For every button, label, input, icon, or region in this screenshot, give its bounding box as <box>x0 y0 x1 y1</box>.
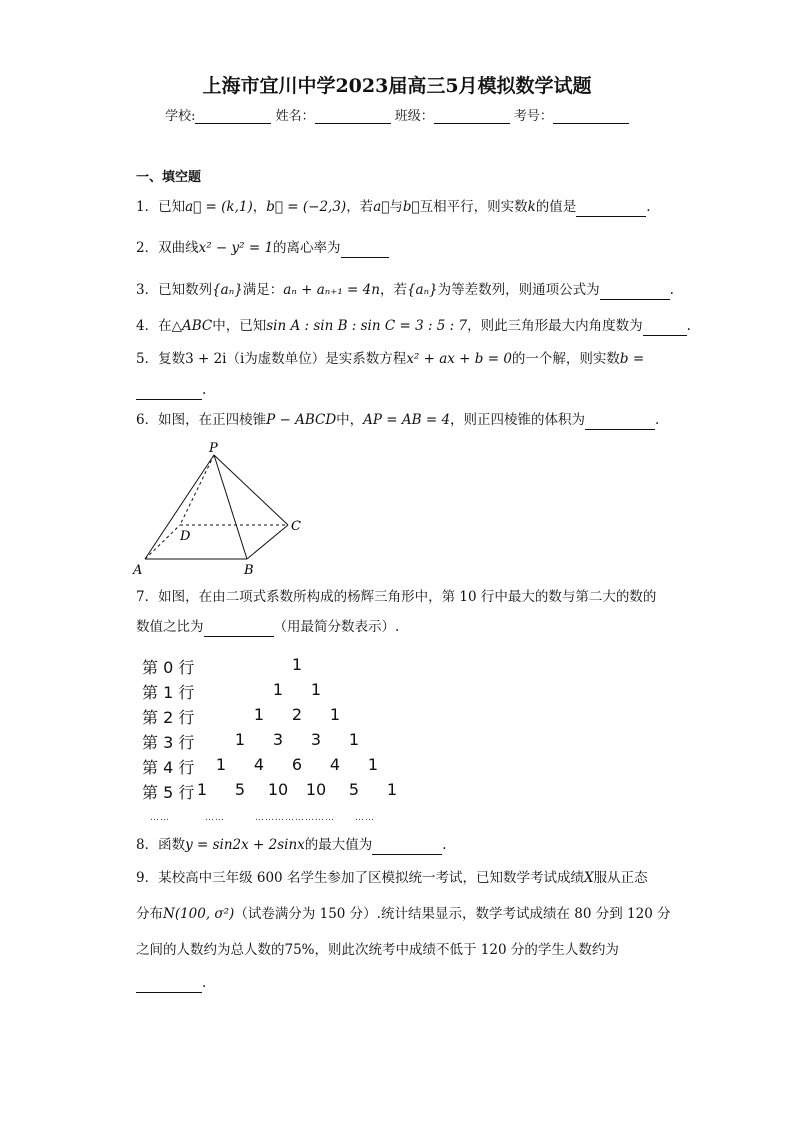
q1-vec-b-def: b⃗ = (−2,3) <box>266 199 347 215</box>
q6-edges: AP = AB = 4 <box>363 412 451 428</box>
q4-text-a: 4．在 <box>136 318 172 334</box>
q1-text-c: ，若 <box>346 199 374 215</box>
q4-end: . <box>686 318 691 334</box>
q1-vec-a: a⃗ <box>373 199 390 215</box>
question-7: 7．如图，在由二项式系数所构成的杨辉三角形中，第 10 行中最大的数与第二大的数的 <box>136 589 657 605</box>
q3-seq-2: {aₙ} <box>406 282 438 298</box>
section-fill-in: 一、填空题 <box>136 170 202 185</box>
q3-text-c: ，若 <box>379 282 407 298</box>
q7-answer-blank[interactable] <box>204 622 274 637</box>
q1-answer-blank[interactable] <box>576 202 646 217</box>
pascal-value: 1 <box>196 780 208 799</box>
q4-answer-blank[interactable] <box>643 321 687 336</box>
number-blank[interactable] <box>553 109 629 124</box>
q3-seq: {aₙ} <box>212 282 243 298</box>
pascal-value: 1 <box>272 680 284 699</box>
pascal-dots-4: …… <box>355 813 375 823</box>
class-label: 班级： <box>394 109 434 124</box>
q9-x: X <box>583 870 594 886</box>
q5-answer-blank[interactable] <box>136 385 202 400</box>
question-9-line-3: 之间的人数约为总人数的75%，则此次统考中成绩不低于 120 分的学生人数约为 <box>136 942 619 958</box>
question-5 <box>136 349 644 369</box>
q1-text-b: ， <box>252 199 267 215</box>
q5-text-c: 的一个解，则实数 <box>511 351 620 367</box>
q1-vec-a-def: a⃗ = (k,1) <box>185 199 253 215</box>
q1-text-e: 互相平行，则实数 <box>419 199 528 215</box>
class-blank[interactable] <box>434 109 510 124</box>
q1-text-a: 1．已知 <box>136 199 186 215</box>
pascal-value: 5 <box>234 780 246 799</box>
name-label: 姓名： <box>275 109 315 124</box>
q4-triangle: △ABC <box>171 318 213 334</box>
q4-text-b: 中，已知 <box>212 318 267 334</box>
q6-end: . <box>655 412 660 428</box>
pascal-value: 5 <box>348 780 360 799</box>
q3-text-a: 3．已知数列 <box>136 282 213 298</box>
question-7-line-2 <box>136 617 399 637</box>
pascal-value: 1 <box>348 730 360 749</box>
q6-text-a: 6．如图，在正四棱锥 <box>136 412 267 428</box>
q3-text-b: 满足： <box>242 282 284 298</box>
q2-answer-blank[interactable] <box>341 243 389 258</box>
pascal-row-label: 第 5 行 <box>142 783 195 802</box>
question-9-line-4 <box>136 973 206 993</box>
q5-complex: 3 + 2i <box>185 351 227 367</box>
pascal-value: 3 <box>272 730 284 749</box>
pascal-value: 1 <box>215 755 227 774</box>
q3-answer-blank[interactable] <box>600 285 670 300</box>
q7-text-a: 数值之比为 <box>136 619 204 635</box>
pascal-dots-3: …………………… <box>255 813 335 823</box>
pascal-value: 2 <box>291 705 303 724</box>
q4-text-c: ，则此三角形最大内角度数为 <box>467 318 643 334</box>
q5-equation: x² + ax + b = 0 <box>406 351 512 367</box>
q5-text-b: （i为虚数单位）是实系数方程 <box>226 351 407 367</box>
pascal-value: 1 <box>310 680 322 699</box>
vertex-a-label: A <box>133 563 143 578</box>
q9-answer-blank[interactable] <box>136 978 202 993</box>
q1-vec-b: b⃗ <box>402 199 420 215</box>
pascal-row-label: 第 3 行 <box>142 733 195 752</box>
pascal-value: 1 <box>291 655 303 674</box>
pascal-value: 1 <box>386 780 398 799</box>
pascal-value: 10 <box>305 780 327 799</box>
q3-text-d: 为等差数列，则通项公式为 <box>437 282 600 298</box>
pascal-dots-1: …… <box>150 813 170 823</box>
q3-end: . <box>669 282 674 298</box>
q1-k: k <box>527 199 536 215</box>
q1-end: . <box>646 199 651 215</box>
q6-text-c: ，则正四棱锥的体积为 <box>450 412 586 428</box>
q5-end: . <box>202 382 207 398</box>
q5-b: b = <box>619 351 645 367</box>
q7-text-b: （用最简分数表示）. <box>273 619 400 635</box>
edge-pd <box>180 455 214 525</box>
vertex-p-label: P <box>209 441 218 456</box>
q9-text-a: 9．某校高中三年级 600 名学生参加了区模拟统一考试，已知数学考试成绩 <box>136 870 584 886</box>
q2-text-a: 2．双曲线 <box>136 240 199 256</box>
q9-text-d: （试卷满分为 150 分）.统计结果显示，数学考试成绩在 80 分到 120 分 <box>234 906 671 922</box>
q1-text-f: 的值是 <box>535 199 577 215</box>
q9-normal: N(100, σ²) <box>163 906 235 922</box>
q9-text-c: 分布 <box>136 906 163 922</box>
q6-pyramid: P − ABCD <box>266 412 337 428</box>
q8-text-b: 的最大值为 <box>304 837 373 853</box>
pyramid-figure <box>130 438 310 578</box>
question-9-line-2 <box>136 904 671 924</box>
question-5-line-2 <box>136 380 206 400</box>
q2-text-b: 的离心率为 <box>273 240 341 256</box>
question-9 <box>136 868 648 888</box>
q9-text-b: 服从正态 <box>593 870 648 886</box>
school-blank[interactable] <box>195 109 271 124</box>
pascal-row-label: 第 0 行 <box>142 658 195 677</box>
pascal-row-label: 第 1 行 <box>142 683 195 702</box>
question-3 <box>136 280 674 300</box>
page-title: 上海市宜川中学2023届高三5月模拟数学试题 <box>202 75 592 97</box>
vertex-c-label: C <box>291 519 301 534</box>
pascal-row-label: 第 4 行 <box>142 758 195 777</box>
vertex-b-label: B <box>244 563 254 578</box>
q4-sin-ratio: sin A : sin B : sin C = 3 : 5 : 7 <box>266 318 468 334</box>
pascal-value: 4 <box>329 755 341 774</box>
q8-text-a: 8．函数 <box>136 837 186 853</box>
pascal-value: 6 <box>291 755 303 774</box>
number-label: 考号： <box>513 109 553 124</box>
q8-function: y = sin2x + 2sinx <box>185 837 305 853</box>
q5-text-a: 5．复数 <box>136 351 186 367</box>
q3-recurrence: aₙ + aₙ₊₁ = 4n <box>283 282 380 298</box>
pascal-value: 10 <box>267 780 289 799</box>
student-info-line <box>0 105 794 124</box>
question-1 <box>136 197 651 217</box>
pascal-value: 3 <box>310 730 322 749</box>
vertex-d-label: D <box>180 529 191 544</box>
pascal-value: 4 <box>253 755 265 774</box>
edge-ad <box>145 525 180 559</box>
q8-end: . <box>442 837 447 853</box>
question-4 <box>136 316 691 336</box>
q6-text-b: 中， <box>336 412 364 428</box>
question-6 <box>136 410 659 430</box>
q8-answer-blank[interactable] <box>372 840 442 855</box>
q6-answer-blank[interactable] <box>585 415 655 430</box>
pascal-row-label: 第 2 行 <box>142 708 195 727</box>
question-8 <box>136 835 447 855</box>
q9-end: . <box>202 975 207 991</box>
school-label: 学校: <box>165 109 196 124</box>
pascal-value: 1 <box>253 705 265 724</box>
q1-text-d: 与 <box>389 199 403 215</box>
edge-bc <box>247 525 288 559</box>
pascal-value: 1 <box>329 705 341 724</box>
pascal-dots-2: …… <box>205 813 225 823</box>
q2-hyperbola: x² − y² = 1 <box>198 240 274 256</box>
pascal-value: 1 <box>234 730 246 749</box>
question-2 <box>136 238 389 258</box>
name-blank[interactable] <box>315 109 391 124</box>
pascal-value: 1 <box>367 755 379 774</box>
